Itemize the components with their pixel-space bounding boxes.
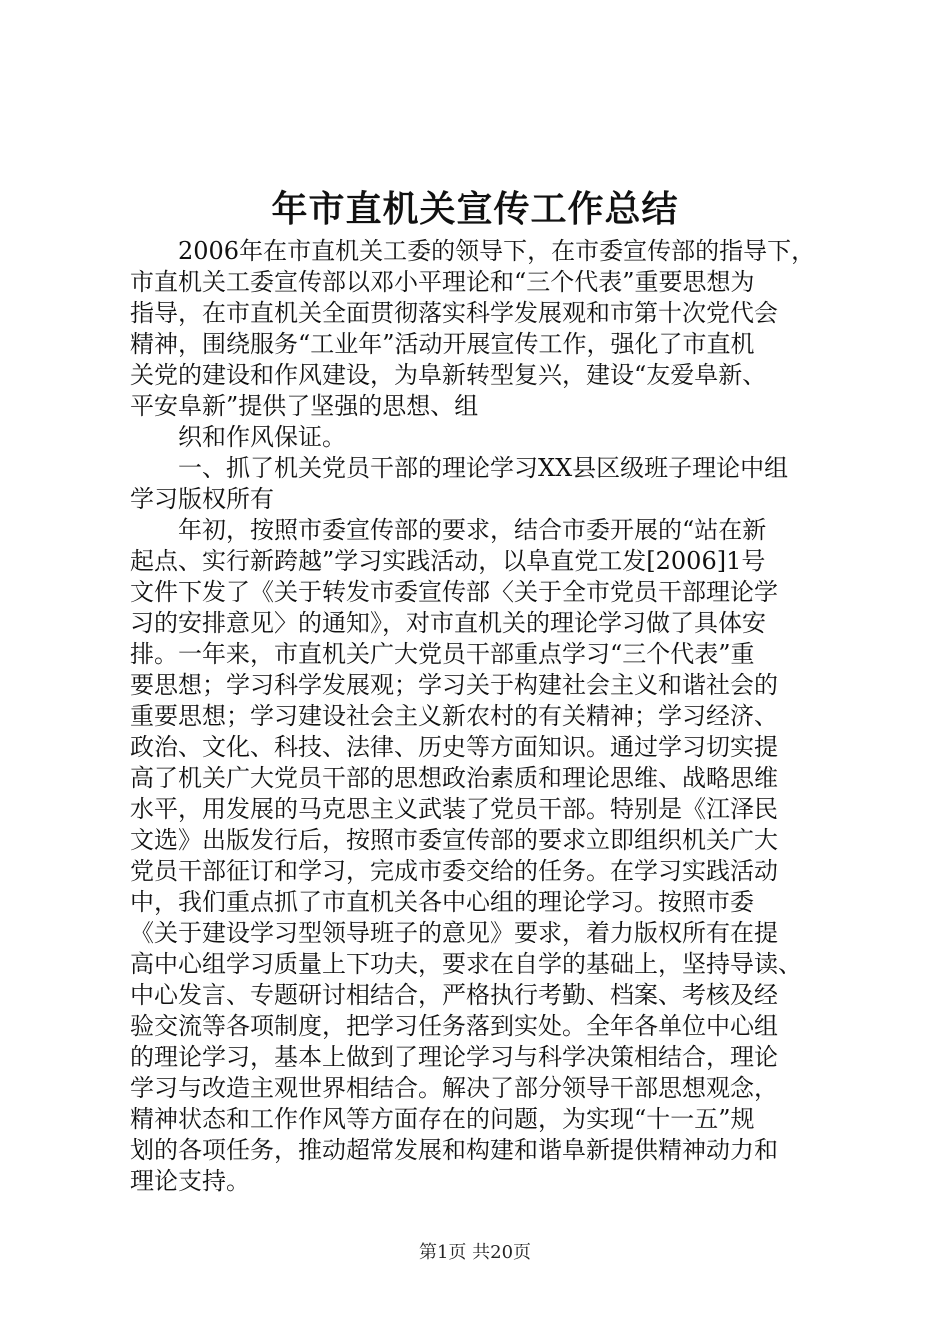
body-line: 要思想；学习科学发展观；学习关于构建社会主义和谐社会的: [130, 671, 778, 699]
body-line: 政治、文化、科技、法律、历史等方面知识。通过学习切实提: [130, 733, 778, 761]
document-body: [130, 236, 830, 1197]
body-line: 水平，用发展的马克思主义武装了党员干部。特别是《江泽民: [130, 795, 778, 823]
body-line: 平安阜新”提供了坚强的思想、组: [130, 392, 479, 420]
body-line: 起点、实行新跨越”学习实践活动，以阜直党工发[2006]1号: [130, 547, 766, 575]
body-line: 高了机关广大党员干部的思想政治素质和理论思维、战略思维: [130, 764, 778, 792]
body-line: 习的安排意见〉的通知》，对市直机关的理论学习做了具体安: [130, 609, 766, 637]
body-line: 验交流等各项制度，把学习任务落到实处。全年各单位中心组: [130, 1012, 778, 1040]
body-line: 年初，按照市委宣传部的要求，结合市委开展的“站在新: [130, 516, 767, 544]
body-line: 重要思想；学习建设社会主义新农村的有关精神；学习经济、: [130, 702, 778, 730]
body-line: 理论支持。: [130, 1167, 250, 1195]
body-line: 精神状态和工作作风等方面存在的问题，为实现“十一五”规: [130, 1105, 755, 1133]
section-heading-line: 学习版权所有: [130, 485, 274, 513]
body-line: 划的各项任务，推动超常发展和构建和谐阜新提供精神动力和: [130, 1136, 778, 1164]
body-line: 学习与改造主观世界相结合。解决了部分领导干部思想观念，: [130, 1074, 778, 1102]
body-line: 市直机关工委宣传部以邓小平理论和“三个代表”重要思想为: [130, 268, 755, 296]
body-line: 关党的建设和作风建设，为阜新转型复兴，建设“友爱阜新、: [130, 361, 767, 389]
body-line: 2006年在市直机关工委的领导下，在市委宣传部的指导下，: [130, 237, 816, 265]
body-line: 指导，在市直机关全面贯彻落实科学发展观和市第十次党代会: [130, 299, 778, 327]
page-footer: 第1页 共20页: [418, 1242, 532, 1263]
body-line: 文选》出版发行后，按照市委宣传部的要求立即组织机关广大: [130, 826, 778, 854]
body-line: 党员干部征订和学习，完成市委交给的任务。在学习实践活动: [130, 857, 778, 885]
body-line: 织和作风保证。: [130, 423, 346, 451]
body-line: 高中心组学习质量上下功夫，要求在自学的基础上，坚持导读、: [130, 950, 802, 978]
body-line: 文件下发了《关于转发市委宣传部〈关于全市党员干部理论学: [130, 578, 778, 606]
body-line: 中心发言、专题研讨相结合，严格执行考勤、档案、考核及经: [130, 981, 778, 1009]
document-title: 年市直机关宣传工作总结: [271, 188, 679, 230]
body-line: 中，我们重点抓了市直机关各中心组的理论学习。按照市委: [130, 888, 754, 916]
body-line: 《关于建设学习型领导班子的意见》要求，着力版权所有在提: [130, 919, 778, 947]
body-line: 的理论学习，基本上做到了理论学习与科学决策相结合，理论: [130, 1043, 778, 1071]
body-line: 精神，围绕服务“工业年”活动开展宣传工作，强化了市直机: [130, 330, 755, 358]
section-heading-line: 一、抓了机关党员干部的理论学习XX县区级班子理论中组: [130, 454, 789, 482]
body-line: 排。一年来，市直机关广大党员干部重点学习“三个代表”重: [130, 640, 755, 668]
